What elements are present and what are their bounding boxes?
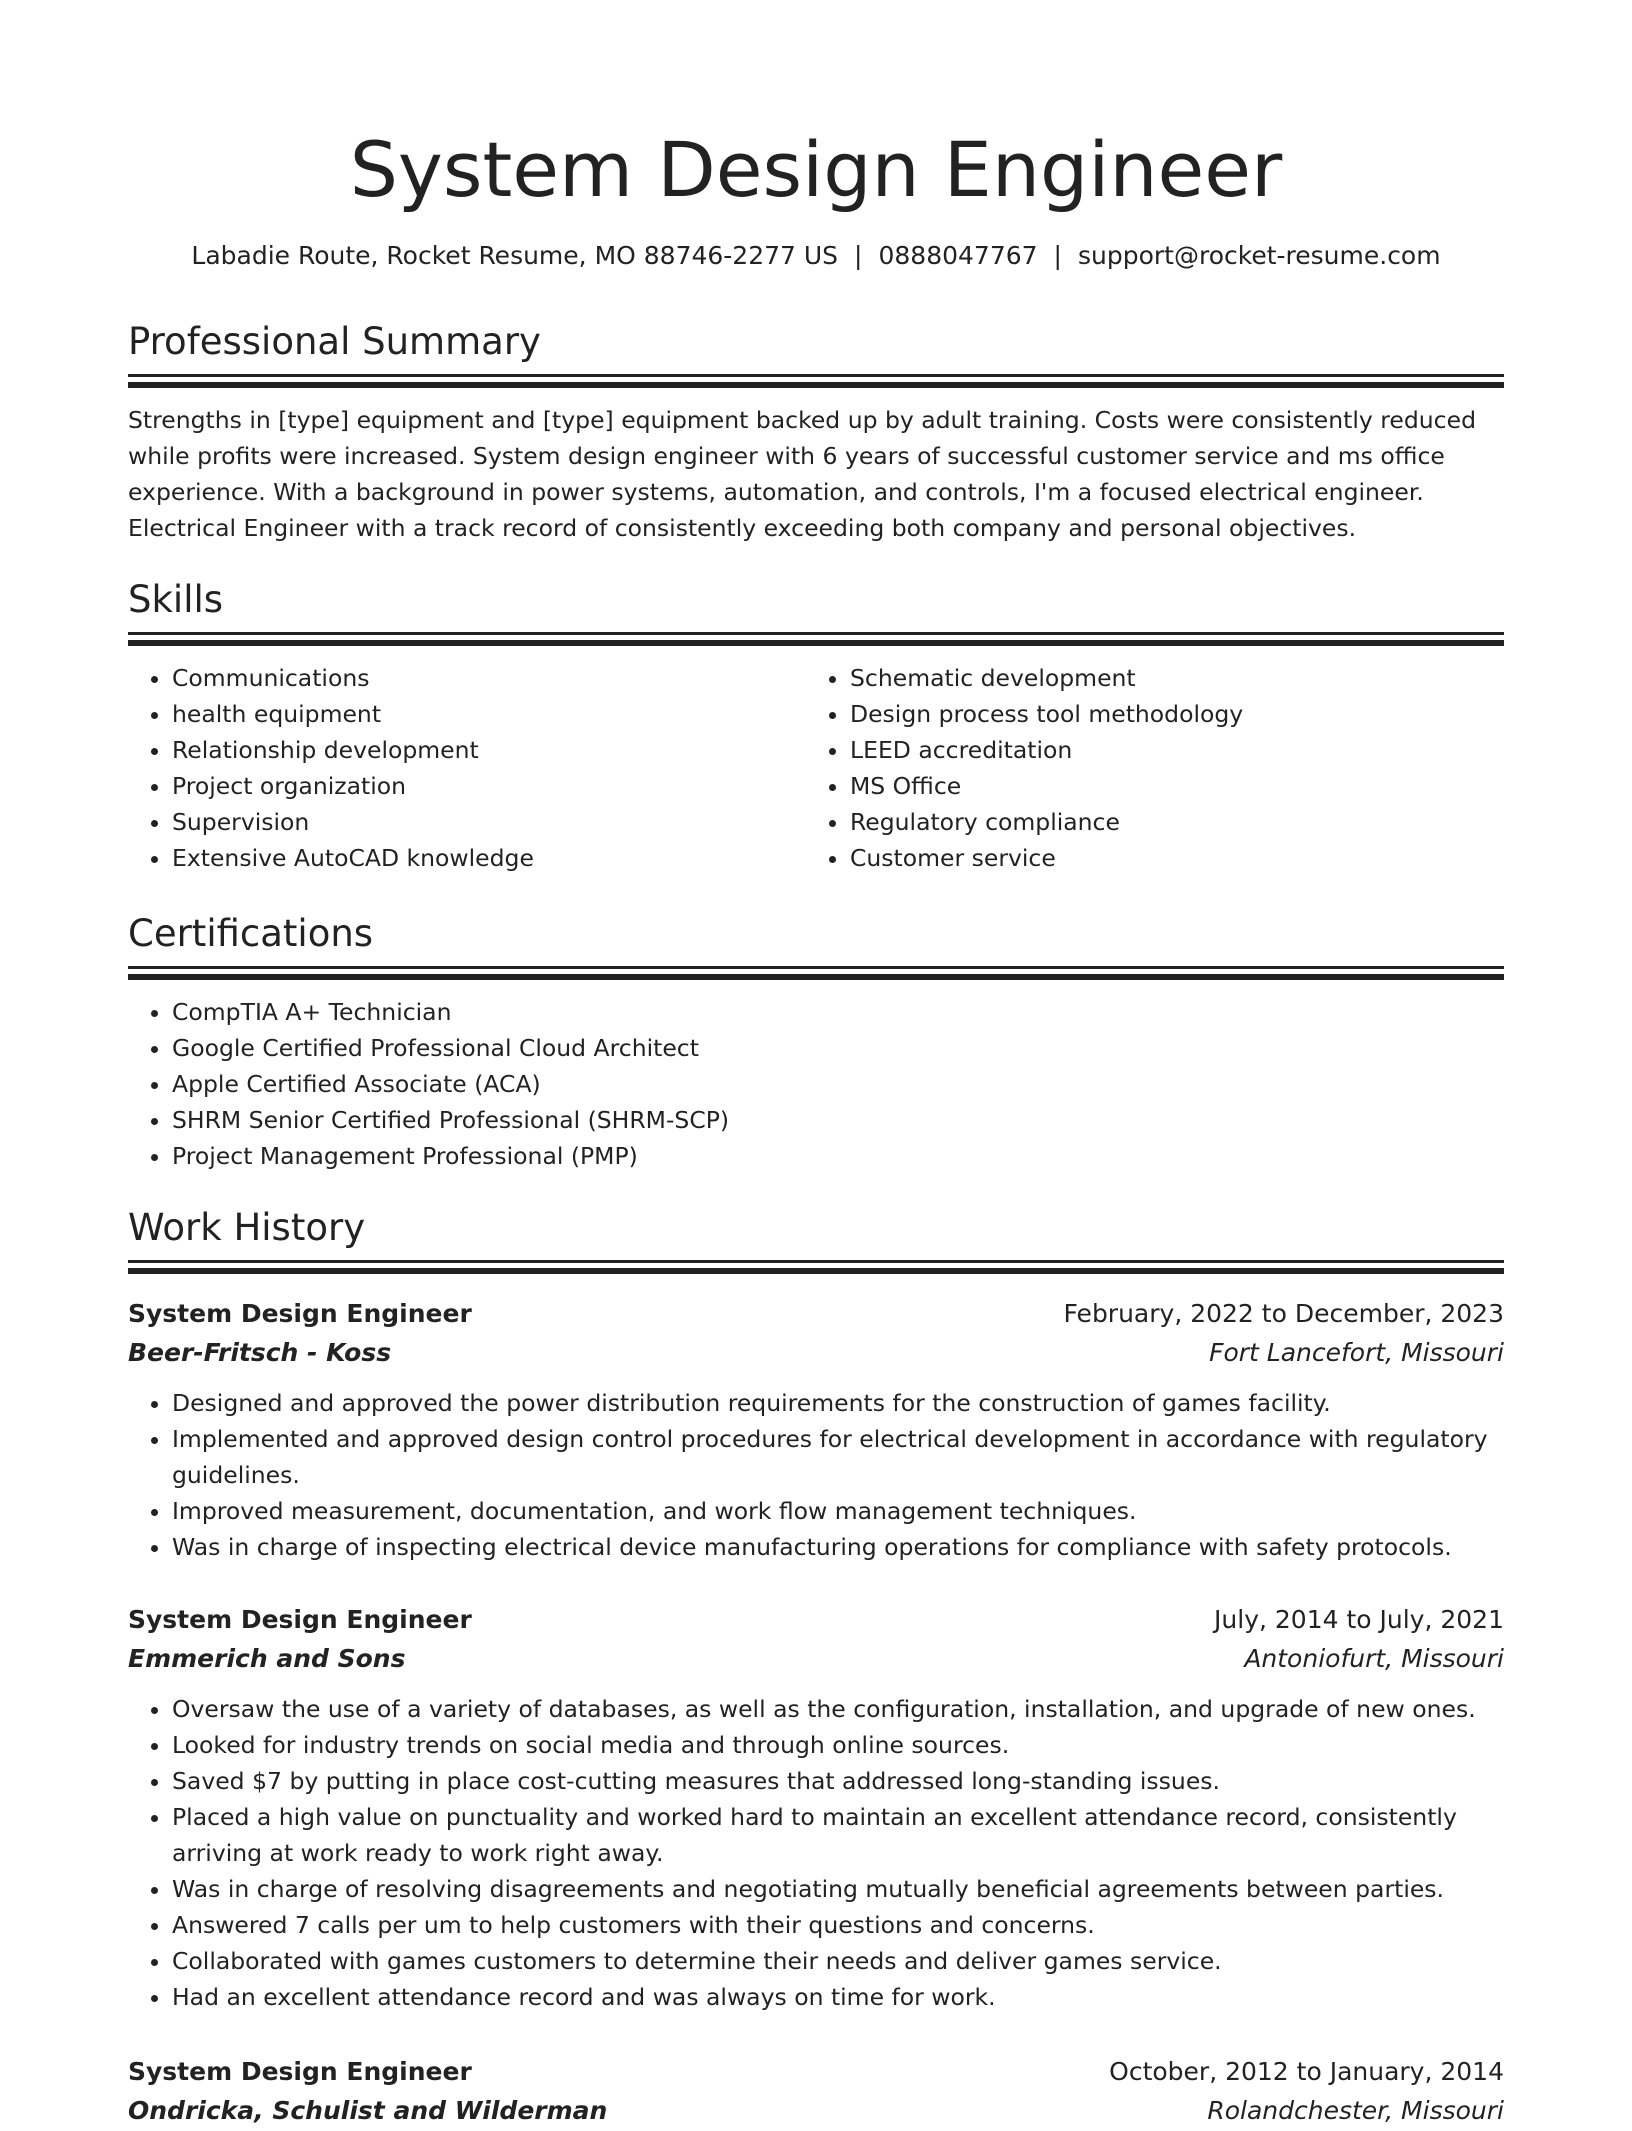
section-rule-thick [128,382,1504,388]
job-duty: • Answered 7 calls per um to help customers with their questions and concerns. [172,1907,1504,1943]
certification-item: • Project Management Professional (PMP) [172,1138,1504,1174]
skill-item: • Design process tool methodology [850,696,1484,732]
skill-item: • LEED accreditation [850,732,1484,768]
skills-heading: Skills [128,578,224,621]
job-header [128,2053,1504,2091]
job-header [128,1601,1504,1639]
certification-item: • SHRM Senior Certified Professional (SHRM-SCP) [172,1102,1504,1138]
section-rule-thick [128,974,1504,980]
certifications-section [128,910,1504,1174]
skills-columns [128,660,1504,876]
skill-item: • health equipment [172,696,806,732]
job-subheader [128,1639,1504,1679]
job-entry [128,1601,1504,2015]
summary-text: Strengths in [type] equipment and [type] equipment backed up by adult training. Costs were consistently reduced while profits were increased. System design engineer with 6 years of successful customer service and ms office experience. With a background in power systems, automation, and controls, I'm a focused electrical engineer. Electrical Engineer with a track record of consistently exceeding both company and personal objectives. [128,406,1476,542]
summary-section [128,318,1504,546]
job-company: Beer-Fritsch - Koss [128,1338,392,1367]
skill-item: • Communications [172,660,806,696]
job-dates: October, 2012 to January, 2014 [1109,2057,1504,2086]
skill-item: • Extensive AutoCAD knowledge [172,840,806,876]
summary-heading: Professional Summary [128,320,541,363]
job-duties [128,1385,1504,1565]
job-company: Ondricka, Schulist and Wilderman [128,2096,608,2125]
job-duty: • Oversaw the use of a variety of databases, as well as the configuration, installation, and upgrade of new ones. [172,1691,1504,1727]
certifications-heading: Certifications [128,912,374,955]
job-duty: • Implemented and approved design control procedures for electrical development in accordance with regulatory guidelines. [172,1421,1504,1493]
certification-item: • Apple Certified Associate (ACA) [172,1066,1504,1102]
job-duty: • Placed a high value on punctuality and worked hard to maintain an excellent attendance record, consistently arriving at work ready to work right away. [172,1799,1504,1871]
job-entry [128,1295,1504,1565]
contact-address: Labadie Route, Rocket Resume, MO 88746-2277 US [191,241,839,270]
job-duty: • Collaborated with games customers to determine their needs and deliver games service. [172,1943,1504,1979]
certifications-list [128,994,1504,1174]
job-location: Fort Lancefort, Missouri [1209,1338,1504,1367]
job-dates: July, 2014 to July, 2021 [1214,1605,1504,1634]
skill-item: • MS Office [850,768,1484,804]
job-duties [128,1691,1504,2015]
certification-item: • Google Certified Professional Cloud Architect [172,1030,1504,1066]
job-duty: • Improved measurement, documentation, and work flow management techniques. [172,1493,1504,1529]
contact-separator: | [1053,241,1062,270]
skills-column-left [128,660,806,876]
section-rule [128,966,1504,969]
skill-item: • Customer service [850,840,1484,876]
skills-section [128,576,1504,876]
job-duty: • Saved $7 by putting in place cost-cutting measures that addressed long-standing issues. [172,1763,1504,1799]
section-rule-thick [128,1268,1504,1274]
work-history-heading: Work History [128,1206,366,1249]
section-rule [128,632,1504,635]
skill-item: • Regulatory compliance [850,804,1484,840]
job-header [128,1295,1504,1333]
job-duty: • Designed and approved the power distribution requirements for the construction of games facility. [172,1385,1504,1421]
contact-email: support@rocket-resume.com [1077,241,1441,270]
contact-separator: | [854,241,863,270]
contact-phone: 0888047767 [878,241,1038,270]
work-history-section [128,1204,1504,1274]
job-location: Rolandchester, Missouri [1207,2096,1504,2125]
section-rule [128,1260,1504,1263]
skill-item: • Project organization [172,768,806,804]
job-title: System Design Engineer [128,1299,472,1328]
job-entry [128,2053,1504,2131]
skill-item: • Supervision [172,804,806,840]
job-duty: • Looked for industry trends on social media and through online sources. [172,1727,1504,1763]
job-dates: February, 2022 to December, 2023 [1063,1299,1504,1328]
certification-item: • CompTIA A+ Technician [172,994,1504,1030]
section-rule-thick [128,640,1504,646]
job-title: System Design Engineer [128,2057,472,2086]
job-location: Antoniofurt, Missouri [1244,1644,1504,1673]
job-company: Emmerich and Sons [128,1644,406,1673]
skills-column-right [806,660,1484,876]
job-title: System Design Engineer [128,1605,472,1634]
job-duty: • Had an excellent attendance record and was always on time for work. [172,1979,1504,2015]
job-duty: • Was in charge of inspecting electrical device manufacturing operations for compliance with safety protocols. [172,1529,1504,1565]
job-subheader [128,2091,1504,2131]
skills-list-left [128,660,806,876]
job-duty: • Was in charge of resolving disagreements and negotiating mutually beneficial agreements between parties. [172,1871,1504,1907]
contact-line [128,238,1504,274]
skill-item: • Relationship development [172,732,806,768]
job-subheader [128,1333,1504,1373]
resume-title: System Design Engineer [349,125,1283,214]
skill-item: • Schematic development [850,660,1484,696]
section-rule [128,374,1504,377]
skills-list-right [806,660,1484,876]
